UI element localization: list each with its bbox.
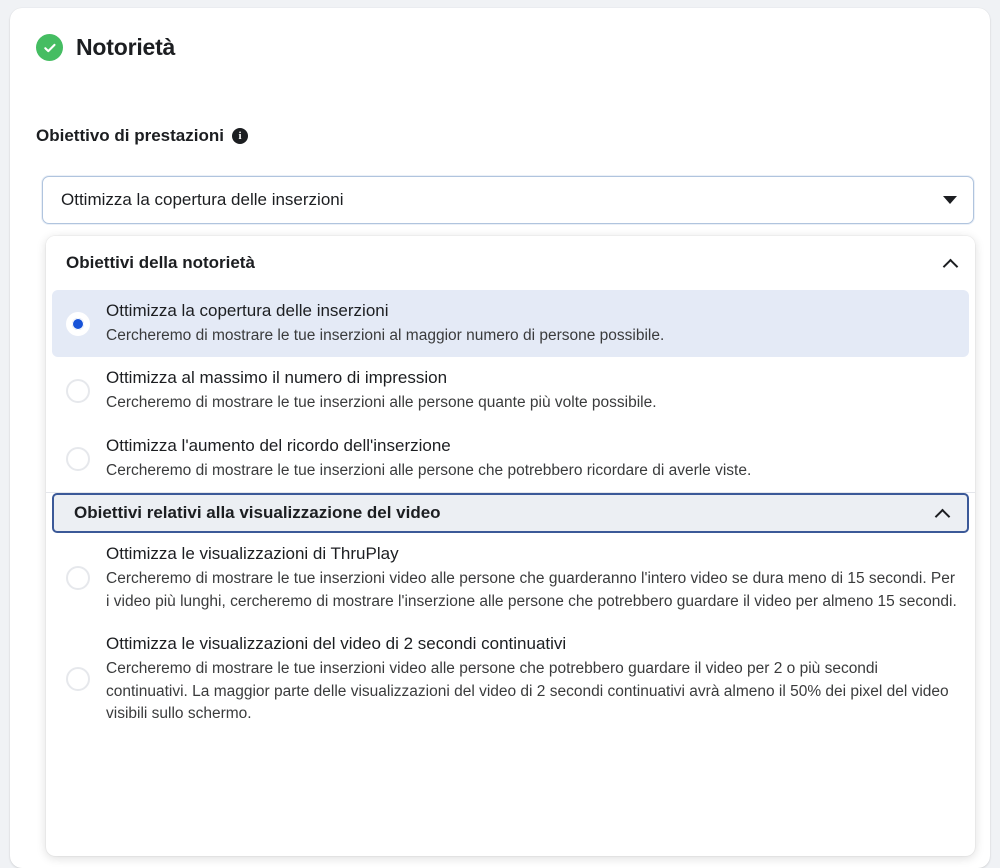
- option-2s-continuous-video-views-desc: Cercheremo di mostrare le tue inserzioni video alle persone che potrebbero guardare il video per 2 o più secondi continuativi. La maggior parte delle visualizzazioni del video di 2 secondi continuativi avrà almeno il 50% dei pixel del video visibili sullo schermo.: [106, 660, 949, 722]
- group-header-video-views-label: Obiettivi relativi alla visualizzazione del video: [74, 503, 441, 523]
- performance-goal-dropdown-panel[interactable]: [46, 236, 975, 856]
- option-thruplay-title: Ottimizza le visualizzazioni di ThruPlay: [106, 544, 399, 564]
- option-thruplay-body: [106, 543, 959, 613]
- objective-card: [10, 8, 990, 868]
- option-reach-desc: Cercheremo di mostrare le tue inserzioni al maggior numero di persone possibile.: [106, 326, 665, 344]
- performance-goal-select-value: Ottimizza la copertura delle inserzioni: [61, 190, 344, 209]
- option-impressions-title: Ottimizza al massimo il numero di impression: [106, 368, 448, 388]
- group-header-video-views[interactable]: [52, 493, 969, 533]
- performance-goal-select[interactable]: [42, 176, 974, 224]
- performance-goal-label-row: [36, 126, 248, 146]
- option-ad-recall-body: [106, 435, 959, 482]
- radio-impressions[interactable]: [66, 379, 90, 403]
- info-icon[interactable]: i: [232, 128, 248, 144]
- performance-goal-label: Obiettivo di prestazioni: [36, 126, 224, 145]
- option-impressions[interactable]: [46, 357, 975, 424]
- option-2s-continuous-video-views[interactable]: [46, 623, 975, 735]
- option-2s-continuous-video-views-body: [106, 633, 959, 725]
- card-header: [36, 34, 175, 61]
- option-2s-continuous-video-views-title: Ottimizza le visualizzazioni del video di 2 secondi continuativi: [106, 634, 567, 654]
- caret-down-icon[interactable]: [943, 196, 957, 204]
- option-impressions-body: [106, 367, 959, 414]
- option-reach-body: [106, 300, 953, 347]
- option-ad-recall-desc: Cercheremo di mostrare le tue inserzioni alle persone che potrebbero ricordare di averle viste.: [106, 461, 752, 479]
- option-thruplay-desc: Cercheremo di mostrare le tue inserzioni video alle persone che guarderanno l'intero video se dura meno di 15 secondi. Per i video più lunghi, cercheremo di mostrare l'inserzione alle persone che potrebbero guardare il video per almeno 15 secondi.: [106, 570, 957, 610]
- radio-thruplay[interactable]: [66, 566, 90, 590]
- group-header-awareness[interactable]: [46, 236, 975, 290]
- option-ad-recall[interactable]: [46, 425, 975, 492]
- group-header-awareness-label: Obiettivi della notorietà: [66, 253, 255, 272]
- chevron-up-icon[interactable]: [936, 507, 949, 520]
- page-title: Notorietà: [76, 34, 176, 60]
- option-reach[interactable]: [52, 290, 969, 357]
- check-circle-icon: [36, 34, 63, 61]
- option-ad-recall-title: Ottimizza l'aumento del ricordo dell'inserzione: [106, 435, 451, 455]
- radio-reach[interactable]: [66, 312, 90, 336]
- option-thruplay[interactable]: [46, 533, 975, 623]
- chevron-up-icon[interactable]: [944, 257, 957, 270]
- radio-ad-recall[interactable]: [66, 447, 90, 471]
- option-reach-title: Ottimizza la copertura delle inserzioni: [106, 301, 389, 320]
- option-impressions-desc: Cercheremo di mostrare le tue inserzioni alle persone quante più volte possibile.: [106, 394, 657, 412]
- radio-2s-continuous-video-views[interactable]: [66, 667, 90, 691]
